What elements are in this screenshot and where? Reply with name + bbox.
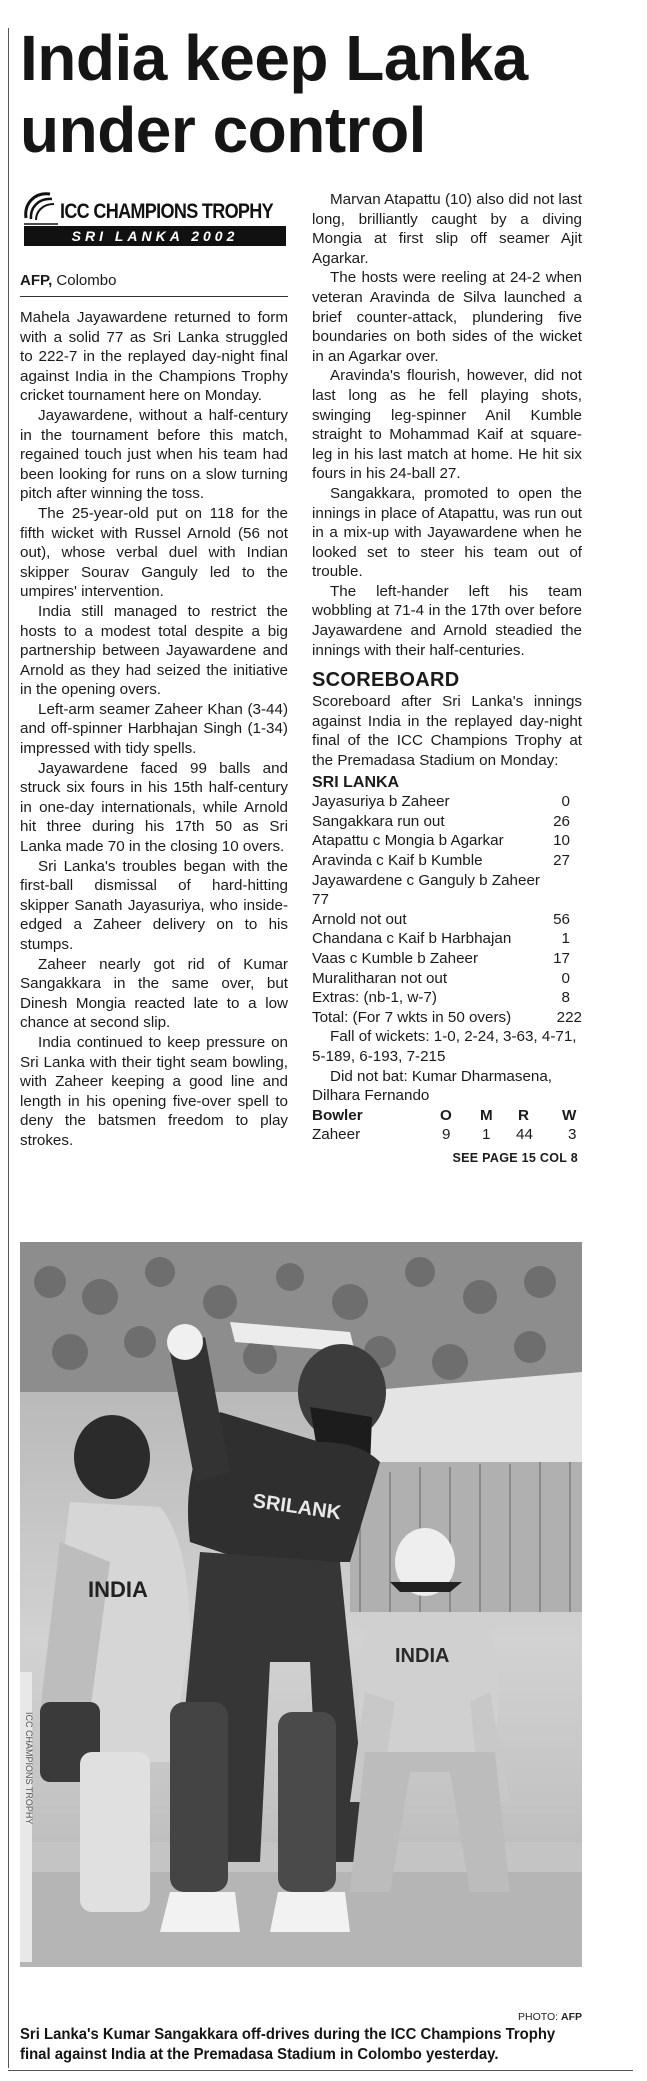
batsman-runs: 0 (561, 969, 570, 987)
bowling-header-maidens: M (480, 1106, 493, 1124)
extras-row (312, 988, 582, 1008)
batsman-runs: 56 (553, 910, 570, 928)
article-paragraph: India still managed to restrict the hosts to a modest total despite a big partnership between Jayawardene and Arnold as they had seized the initiative in the opening overs. (20, 602, 288, 699)
article-paragraph: Left-arm seamer Zaheer Khan (3-44) and off-spinner Harbhajan Singh (1-34) impressed with tidy spells. (20, 700, 288, 758)
bowling-header-runs: R (518, 1106, 529, 1124)
bowling-header-wickets: W (562, 1106, 577, 1124)
trophy-swirl-icon (20, 188, 60, 228)
batting-row (312, 969, 582, 989)
photo-credit-source: AFP (561, 2011, 582, 2023)
batsman-runs: 17 (553, 949, 570, 967)
stump-text: ICC CHAMPIONS TROPHY (24, 1712, 34, 1825)
photo-credit-label: PHOTO: (518, 2011, 559, 2023)
batting-row (312, 851, 582, 871)
article-paragraph: Aravinda's flourish, however, did not last long as he fell playing shots, swinging leg-spinner Anil Kumble straight to Mohammad Kaif at square-leg in his last match at home. He hit six fours in his 24-ball 27. (312, 367, 582, 483)
batsman-runs: 0 (561, 793, 570, 811)
article-column-2 (312, 190, 582, 1169)
scoreboard-heading: SCOREBOARD (312, 669, 460, 692)
batting-row (312, 929, 582, 949)
photo-credit (518, 2011, 582, 2023)
batsman-runs: 1 (561, 930, 570, 948)
keeper-jersey-text: INDIA (88, 1577, 148, 1602)
byline-dateline: Colombo (56, 272, 117, 289)
batsman-dismissal: Aravinda c Kaif b Kumble (312, 852, 483, 869)
article-paragraph: The hosts were reeling at 24-2 when veteran Aravinda de Silva launched a brief counter-attack, plundering five boundaries on both sides of the wicket in an Agarkar over. (312, 269, 582, 365)
fall-of-wickets: Fall of wickets: 1-0, 2-24, 3-63, 4-71, 5-189, 6-193, 7-215 (312, 1028, 577, 1065)
article-paragraph: Jayawardene, without a half-century in the tournament before this match, regained touch just when his team had been looking for runs on a slow turning pitch after winning the toss. (20, 406, 288, 503)
column-rule-bottom (8, 2070, 633, 2071)
scoreboard-team: SRI LANKA (312, 773, 400, 791)
scoreboard-intro: Scoreboard after Sri Lanka's innings against India in the replayed day-night final of the ICC Champions Trophy at the Premadasa Stadium on Monday: (312, 693, 582, 770)
icc-champions-trophy-logo (20, 188, 290, 256)
batsman-runs: 77 (312, 891, 329, 909)
logo-title: ICC CHAMPIONS TROPHY (60, 200, 274, 223)
total-row (312, 1008, 582, 1028)
total-value: 222 (556, 1008, 582, 1026)
bowler-name: Zaheer (312, 1126, 361, 1144)
article-paragraph: Sri Lanka's troubles began with the first-ball dismissal of hard-hitting skipper Sanath Jayasuriya, who inside-edged a Zaheer delivery on to his stumps. (20, 857, 288, 953)
article-column-1 (20, 308, 288, 1151)
batsman-runs: 26 (553, 812, 570, 830)
batting-row-jayawardene (312, 871, 582, 910)
headline-line-1: India keep Lanka (20, 22, 528, 94)
bowling-header-overs: O (440, 1106, 452, 1124)
batsman-dismissal: Muralitharan not out (312, 969, 448, 987)
byline (20, 272, 288, 289)
batting-row (312, 910, 582, 930)
batsman-runs: 10 (553, 832, 570, 850)
fielder-jersey-text: INDIA (395, 1645, 450, 1667)
article-paragraph: Marvan Atapattu (10) also did not last long, brilliantly caught by a diving Mongia at first slip off seamer Ajit Agarkar. (312, 191, 582, 267)
batting-row (312, 812, 582, 832)
batsman-dismissal: Vaas c Kumble b Zaheer (312, 949, 479, 967)
total-label: Total: (For 7 wkts in 50 overs) (312, 1008, 512, 1026)
byline-agency: AFP, (20, 272, 53, 289)
match-photo (20, 1242, 582, 1967)
batsman-dismissal: Arnold not out (312, 910, 407, 928)
bowler-overs: 9 (442, 1126, 451, 1144)
byline-rule (20, 296, 288, 297)
batting-row (312, 792, 582, 812)
batsman-dismissal: Atapattu c Mongia b Agarkar (312, 832, 504, 850)
headline (20, 22, 620, 166)
article-paragraph: The left-hander left his team wobbling at 71-4 in the 17th over before Jayawardene and Arnold steadied the innings with their half-centuries. (312, 582, 582, 659)
article-paragraph: Sangakkara, promoted to open the innings in place of Atapattu, was run out in a mix-up with Jayawardene when he looked set to steer his team out of trouble. (312, 484, 582, 581)
batting-row (312, 949, 582, 969)
match-photo-illustration (20, 1242, 582, 1967)
see-page-reference: SEE PAGE 15 COL 8 (452, 1150, 578, 1165)
article-paragraph: Jayawardene faced 99 balls and struck six fours in his 15th half-century in one-day internationals, while Arnold hit three during his 17th 50 as Sri Lanka made 70 in the closing 10 overs. (20, 759, 288, 856)
batsman-dismissal: Jayasuriya b Zaheer (312, 793, 450, 811)
batsman-dismissal: Sangakkara run out (312, 812, 445, 830)
batting-row (312, 831, 582, 851)
bowler-runs: 44 (516, 1126, 533, 1144)
batsman-runs: 27 (553, 852, 570, 869)
photo-caption: Sri Lanka's Kumar Sangakkara off-drives during the ICC Champions Trophy final against India at the Premadasa Stadium in Colombo yesterday. (20, 2026, 556, 2063)
bowling-row (312, 1125, 582, 1145)
bowling-header-row (312, 1106, 582, 1126)
bowler-maidens: 1 (482, 1126, 491, 1144)
extras-value: 8 (561, 989, 570, 1007)
column-rule-left (8, 28, 9, 2068)
did-not-bat: Did not bat: Kumar Dharmasena, Dilhara Fernando (312, 1067, 553, 1105)
article-paragraph: The 25-year-old put on 118 for the fifth wicket with Russel Arnold (56 not out), whose verbal duel with Indian skipper Sourav Ganguly led to the umpires' intervention. (20, 504, 288, 601)
bowling-header-bowler: Bowler (312, 1106, 363, 1124)
extras-label: Extras: (nb-1, w-7) (312, 989, 437, 1007)
batsman-jersey-text: SRILANK (251, 1490, 343, 1525)
logo-band: SRI LANKA 2002 (24, 226, 286, 246)
batsman-dismissal: Chandana c Kaif b Harbhajan (312, 930, 512, 948)
article-paragraph: Zaheer nearly got rid of Kumar Sangakkara in the same over, but Dinesh Mongia reacted late to a low chance at second slip. (20, 955, 288, 1032)
article-paragraph: Mahela Jayawardene returned to form with a solid 77 as Sri Lanka struggled to 222-7 in the replayed day-night final against India in the Champions Trophy cricket tournament here on Monday. (20, 309, 288, 405)
batsman-dismissal: Jayawardene c Ganguly b Zaheer (312, 871, 540, 889)
headline-line-2: under control (20, 94, 426, 166)
article-paragraph: India continued to keep pressure on Sri Lanka with their tight seam bowling, with Zaheer keeping a good line and length in his opening five-over spell to deny the batsmen freedom to play strokes. (20, 1033, 288, 1149)
bowler-wickets: 3 (568, 1126, 577, 1144)
